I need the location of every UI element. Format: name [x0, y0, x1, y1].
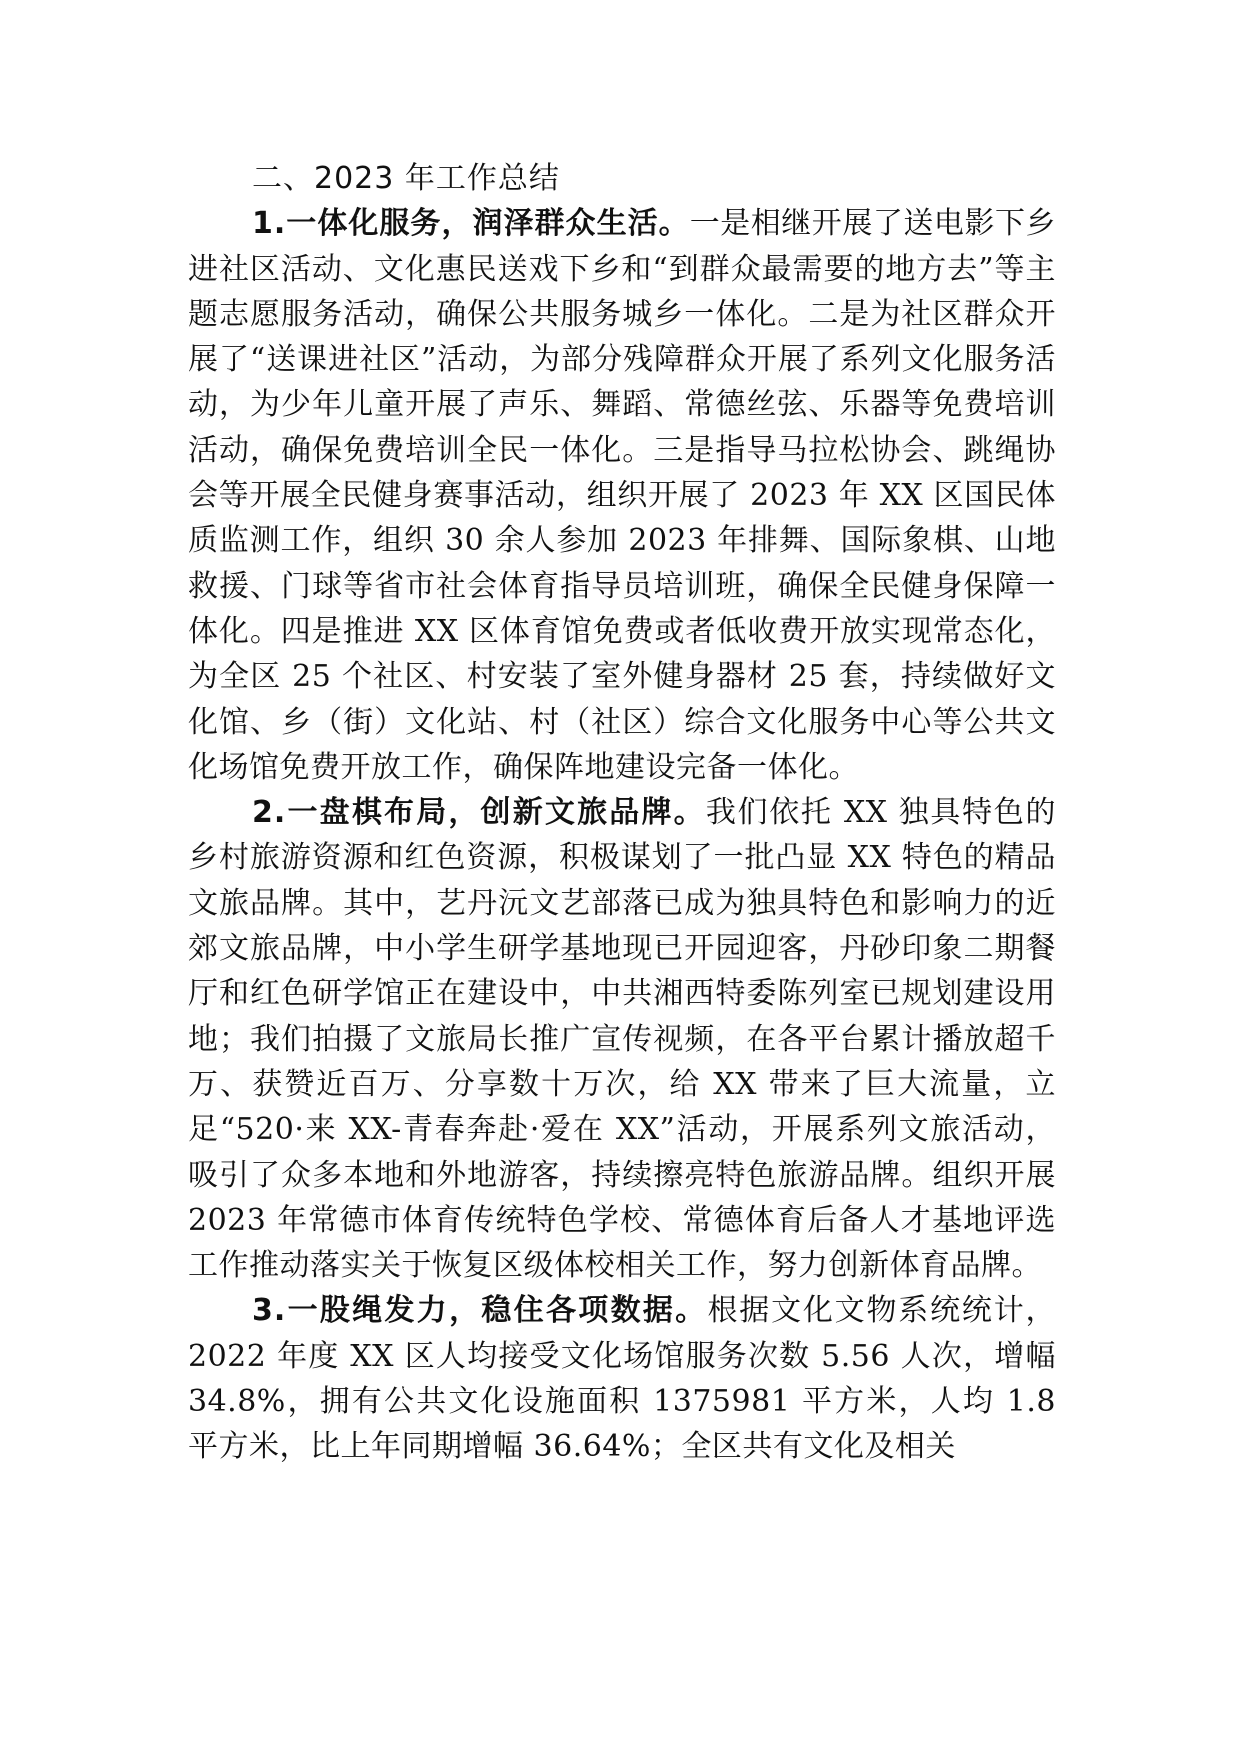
paragraph-body-1: 一是相继开展了送电影下乡进社区活动、文化惠民送戏下乡和“到群众最需要的地方去”等主题志愿服务活动，确保公共服务城乡一体化。二是为社区群众开展了“送课进社区”活动，为部分残障群众开展了系列文化服务活动，为少年儿童开展了声乐、舞蹈、常德丝弦、乐器等免费培训活动，确保免费培训全民一体化。三是指导马拉松协会、跳绳协会等开展全民健身赛事活动，组织开展了 2023 年 XX 区国民体质监测工作，组织 30 余人参加 2023 年排舞、国际象棋、山地救援、门球等省市社会体育指导员培训班，确保全民健身保障一体化。四是推进 XX 区体育馆免费或者低收费开放实现常态化，为全区 25 个社区、村安装了室外健身器材 25 套，持续做好文化馆、乡（街）文化站、村（社区）综合文化服务中心等公共文化场馆免费开放工作，确保阵地建设完备一体化。: [188, 206, 1057, 785]
section-heading: 二、2023 年工作总结: [252, 161, 560, 196]
paragraph-body-3: 根据文化文物系统统计，2022 年度 XX 区人均接受文化场馆服务次数 5.56 人次，增幅 34.8%，拥有公共文化设施面积 1375981 平方米，人均 1.8 平方米，比上年同期增幅 36.64%；全区共有文化及相关: [188, 1293, 1056, 1465]
paragraph-integrated-services: [188, 201, 1056, 790]
paragraph-tourism-brands: [188, 790, 1056, 1288]
paragraph-lead-3: 3.一股绳发力，稳住各项数据。: [252, 1293, 708, 1329]
document-page: [188, 156, 1056, 1470]
paragraph-statistics: [188, 1288, 1056, 1469]
paragraph-body-2: 我们依托 XX 独具特色的乡村旅游资源和红色资源，积极谋划了一批凸显 XX 特色的精品文旅品牌。其中，艺丹沅文艺部落已成为独具特色和影响力的近郊文旅品牌，中小学生研学基地现已开园迎客，丹砂印象二期餐厅和红色研学馆正在建设中，中共湘西特委陈列室已规划建设用地；我们拍摄了文旅局长推广宣传视频，在各平台累计播放超千万、获赞近百万、分享数十万次，给 XX 带来了巨大流量，立足“520·来 XX-青春奔赴·爱在 XX”活动，开展系列文旅活动，吸引了众多本地和外地游客，持续擦亮特色旅游品牌。组织开展 2023 年常德市体育传统特色学校、常德体育后备人才基地评选工作推动落实关于恢复区级体校相关工作，努力创新体育品牌。: [188, 795, 1056, 1284]
paragraph-lead-1: 1.一体化服务，润泽群众生活。: [252, 206, 690, 242]
paragraph-lead-2: 2.一盘棋布局，创新文旅品牌。: [252, 795, 706, 831]
